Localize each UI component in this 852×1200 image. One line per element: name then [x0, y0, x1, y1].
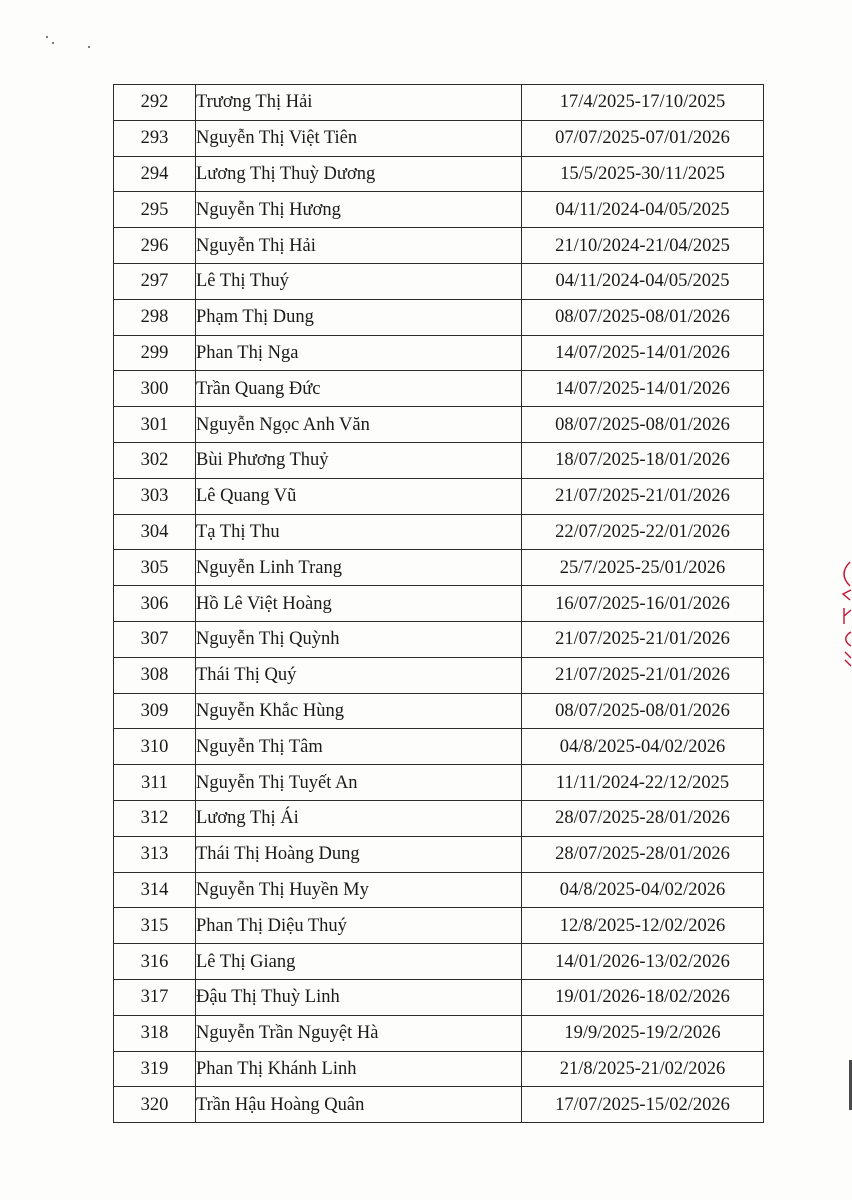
table-row	[114, 765, 764, 801]
row-number: 309	[114, 693, 196, 729]
row-number: 307	[114, 621, 196, 657]
date-range: 04/11/2024-04/05/2025	[522, 192, 764, 228]
scan-speck	[46, 36, 48, 38]
row-number: 315	[114, 908, 196, 944]
person-name: Phan Thị Diệu Thuý	[196, 908, 522, 944]
person-name: Nguyễn Thị Việt Tiên	[196, 120, 522, 156]
table-row	[114, 621, 764, 657]
table-row	[114, 407, 764, 443]
row-number: 297	[114, 263, 196, 299]
seal-fragment	[838, 560, 852, 670]
table-row	[114, 729, 764, 765]
date-range: 19/9/2025-19/2/2026	[522, 1015, 764, 1051]
person-name: Nguyễn Thị Tuyết An	[196, 765, 522, 801]
table-row	[114, 371, 764, 407]
date-range: 22/07/2025-22/01/2026	[522, 514, 764, 550]
date-range: 21/07/2025-21/01/2026	[522, 657, 764, 693]
table-row	[114, 156, 764, 192]
table-row	[114, 442, 764, 478]
table-row	[114, 908, 764, 944]
table-row	[114, 944, 764, 980]
records-table-body	[114, 85, 764, 1123]
row-number: 300	[114, 371, 196, 407]
person-name: Lê Thị Giang	[196, 944, 522, 980]
date-range: 08/07/2025-08/01/2026	[522, 299, 764, 335]
person-name: Nguyễn Thị Hải	[196, 228, 522, 264]
person-name: Nguyễn Ngọc Anh Văn	[196, 407, 522, 443]
row-number: 312	[114, 800, 196, 836]
table-row	[114, 263, 764, 299]
date-range: 19/01/2026-18/02/2026	[522, 979, 764, 1015]
table-row	[114, 872, 764, 908]
table-row	[114, 228, 764, 264]
person-name: Nguyễn Thị Tâm	[196, 729, 522, 765]
person-name: Nguyễn Linh Trang	[196, 550, 522, 586]
row-number: 292	[114, 85, 196, 121]
date-range: 15/5/2025-30/11/2025	[522, 156, 764, 192]
row-number: 320	[114, 1087, 196, 1123]
date-range: 14/01/2026-13/02/2026	[522, 944, 764, 980]
person-name: Nguyễn Khắc Hùng	[196, 693, 522, 729]
table-row	[114, 514, 764, 550]
table-row	[114, 335, 764, 371]
date-range: 28/07/2025-28/01/2026	[522, 800, 764, 836]
row-number: 298	[114, 299, 196, 335]
person-name: Phan Thị Khánh Linh	[196, 1051, 522, 1087]
date-range: 28/07/2025-28/01/2026	[522, 836, 764, 872]
date-range: 18/07/2025-18/01/2026	[522, 442, 764, 478]
date-range: 11/11/2024-22/12/2025	[522, 765, 764, 801]
table-row	[114, 120, 764, 156]
table-row	[114, 1087, 764, 1123]
table-row	[114, 586, 764, 622]
date-range: 25/7/2025-25/01/2026	[522, 550, 764, 586]
person-name: Phạm Thị Dung	[196, 299, 522, 335]
row-number: 319	[114, 1051, 196, 1087]
table-row	[114, 693, 764, 729]
row-number: 311	[114, 765, 196, 801]
row-number: 302	[114, 442, 196, 478]
row-number: 317	[114, 979, 196, 1015]
person-name: Lương Thị Thuỳ Dương	[196, 156, 522, 192]
row-number: 303	[114, 478, 196, 514]
person-name: Lương Thị Ái	[196, 800, 522, 836]
row-number: 301	[114, 407, 196, 443]
person-name: Bùi Phương Thuỷ	[196, 442, 522, 478]
scan-speck	[88, 46, 90, 48]
row-number: 296	[114, 228, 196, 264]
table-row	[114, 192, 764, 228]
person-name: Nguyễn Thị Huyền My	[196, 872, 522, 908]
date-range: 08/07/2025-08/01/2026	[522, 693, 764, 729]
table-row	[114, 657, 764, 693]
table-row	[114, 1051, 764, 1087]
person-name: Tạ Thị Thu	[196, 514, 522, 550]
date-range: 17/07/2025-15/02/2026	[522, 1087, 764, 1123]
date-range: 16/07/2025-16/01/2026	[522, 586, 764, 622]
row-number: 304	[114, 514, 196, 550]
row-number: 316	[114, 944, 196, 980]
date-range: 04/11/2024-04/05/2025	[522, 263, 764, 299]
person-name: Lê Quang Vũ	[196, 478, 522, 514]
date-range: 04/8/2025-04/02/2026	[522, 872, 764, 908]
date-range: 21/07/2025-21/01/2026	[522, 478, 764, 514]
date-range: 08/07/2025-08/01/2026	[522, 407, 764, 443]
table-row	[114, 1015, 764, 1051]
row-number: 299	[114, 335, 196, 371]
table-row	[114, 550, 764, 586]
person-name: Hồ Lê Việt Hoàng	[196, 586, 522, 622]
person-name: Thái Thị Hoàng Dung	[196, 836, 522, 872]
row-number: 308	[114, 657, 196, 693]
date-range: 07/07/2025-07/01/2026	[522, 120, 764, 156]
person-name: Thái Thị Quý	[196, 657, 522, 693]
row-number: 294	[114, 156, 196, 192]
date-range: 14/07/2025-14/01/2026	[522, 371, 764, 407]
row-number: 314	[114, 872, 196, 908]
date-range: 12/8/2025-12/02/2026	[522, 908, 764, 944]
table-row	[114, 299, 764, 335]
table-row	[114, 836, 764, 872]
row-number: 310	[114, 729, 196, 765]
person-name: Trương Thị Hải	[196, 85, 522, 121]
person-name: Nguyễn Thị Quỳnh	[196, 621, 522, 657]
person-name: Lê Thị Thuý	[196, 263, 522, 299]
person-name: Nguyễn Trần Nguyệt Hà	[196, 1015, 522, 1051]
table-row	[114, 979, 764, 1015]
person-name: Trần Hậu Hoàng Quân	[196, 1087, 522, 1123]
table-row	[114, 800, 764, 836]
table-row	[114, 478, 764, 514]
person-name: Đậu Thị Thuỳ Linh	[196, 979, 522, 1015]
row-number: 295	[114, 192, 196, 228]
records-table	[113, 84, 764, 1123]
row-number: 313	[114, 836, 196, 872]
row-number: 305	[114, 550, 196, 586]
person-name: Trần Quang Đức	[196, 371, 522, 407]
person-name: Phan Thị Nga	[196, 335, 522, 371]
person-name: Nguyễn Thị Hương	[196, 192, 522, 228]
row-number: 318	[114, 1015, 196, 1051]
date-range: 21/07/2025-21/01/2026	[522, 621, 764, 657]
date-range: 21/10/2024-21/04/2025	[522, 228, 764, 264]
date-range: 21/8/2025-21/02/2026	[522, 1051, 764, 1087]
scan-speck	[52, 42, 54, 44]
date-range: 17/4/2025-17/10/2025	[522, 85, 764, 121]
table-row	[114, 85, 764, 121]
date-range: 04/8/2025-04/02/2026	[522, 729, 764, 765]
date-range: 14/07/2025-14/01/2026	[522, 335, 764, 371]
row-number: 293	[114, 120, 196, 156]
row-number: 306	[114, 586, 196, 622]
